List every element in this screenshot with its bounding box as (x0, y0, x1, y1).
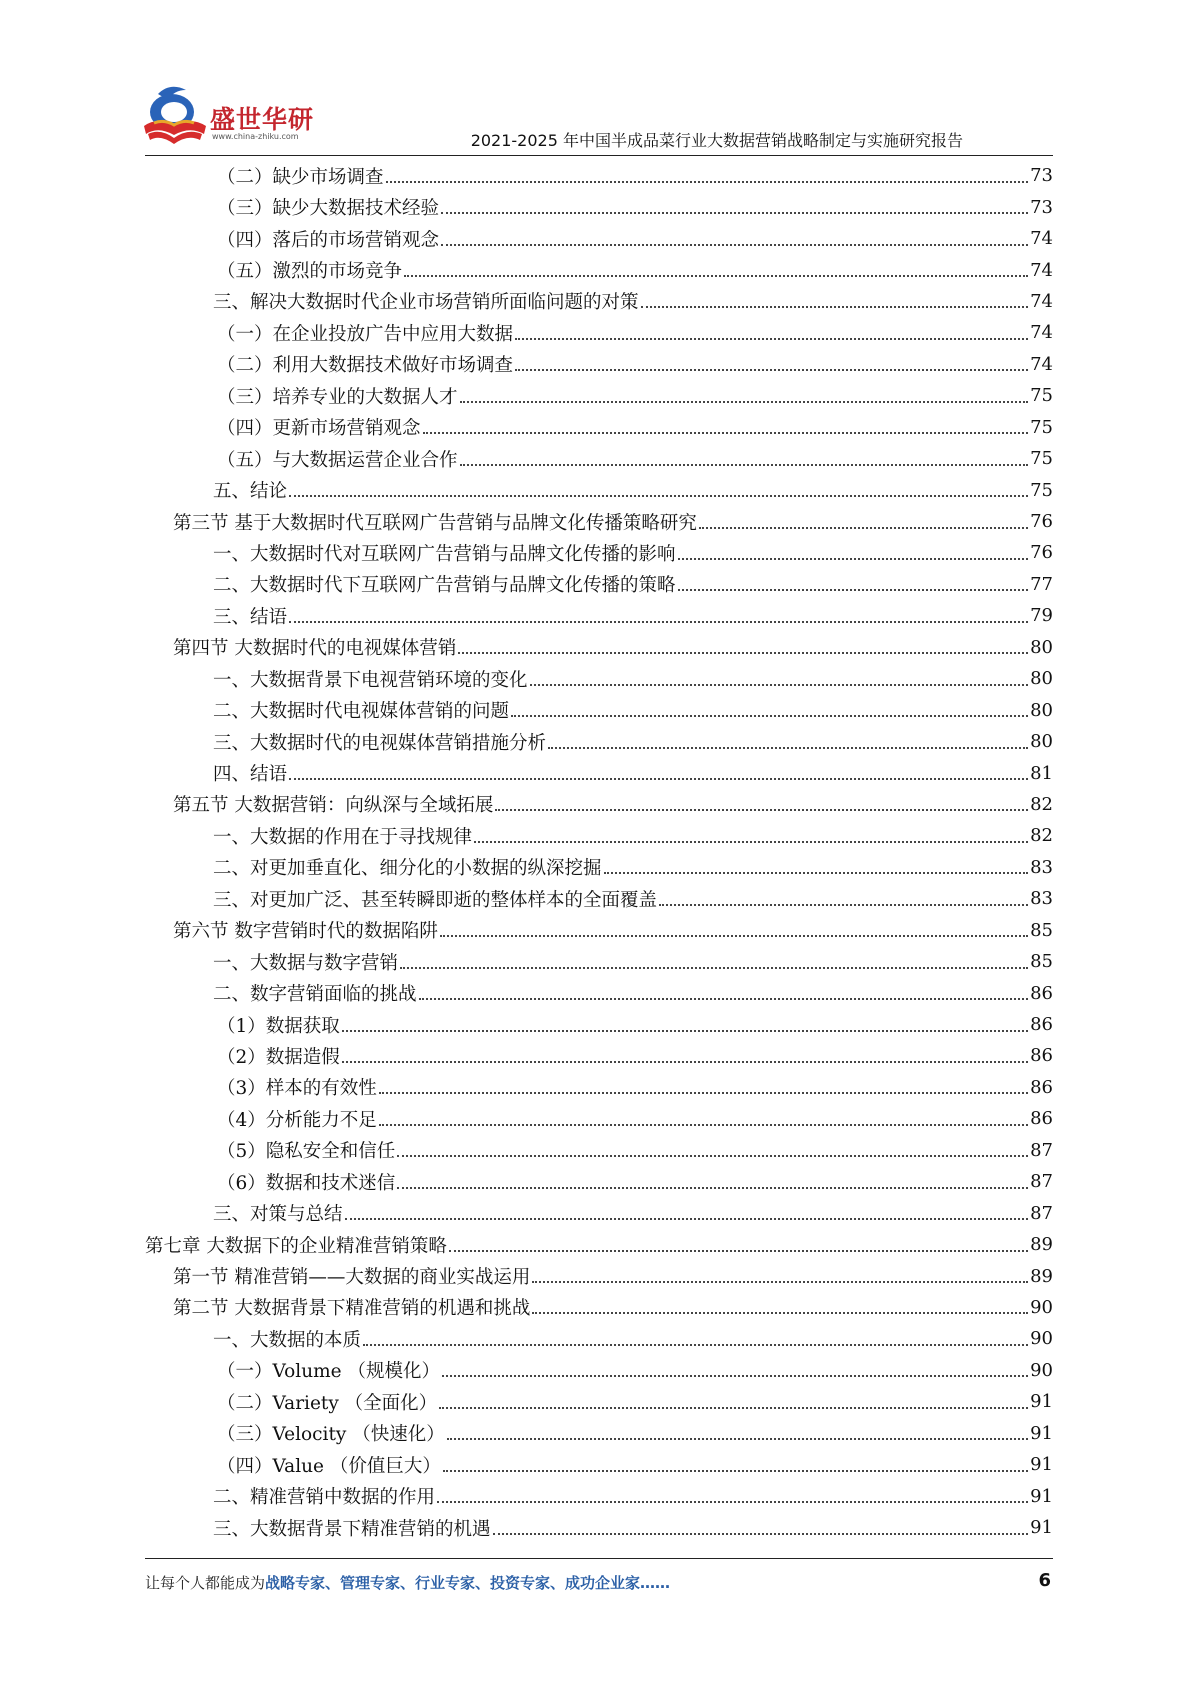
toc-entry-page: 86 (1030, 1045, 1053, 1067)
toc-entry-label: 一、大数据与数字营销 (213, 952, 399, 974)
toc-entry-page: 91 (1030, 1391, 1053, 1413)
toc-entry-label: 二、对更加垂直化、细分化的小数据的纵深挖掘 (213, 858, 602, 880)
toc-entry[interactable] (145, 1229, 1053, 1260)
toc-entry[interactable] (145, 1323, 1053, 1354)
toc-entry[interactable] (145, 349, 1053, 380)
toc-entry-label: （一）Volume （规模化） (217, 1361, 441, 1383)
toc-dot-leader (397, 1155, 1028, 1157)
toc-entry-label: 三、对策与总结 (213, 1204, 343, 1226)
toc-dot-leader (515, 338, 1028, 340)
toc-entry[interactable] (145, 537, 1053, 568)
toc-entry-label: （四）更新市场营销观念 (217, 418, 421, 440)
toc-entry[interactable] (145, 506, 1053, 537)
toc-entry-label: （四）落后的市场营销观念 (217, 229, 440, 251)
toc-entry-label: 二、大数据时代下互联网广告营销与品牌文化传播的策略 (213, 575, 676, 597)
toc-entry[interactable] (145, 1166, 1053, 1197)
book-swirl-logo-icon (140, 82, 212, 148)
toc-entry-page: 76 (1030, 542, 1053, 564)
toc-entry-label: 第四节 大数据时代的电视媒体营销 (173, 638, 457, 660)
toc-dot-leader (400, 967, 1028, 969)
toc-entry-label: 第五节 大数据营销：向纵深与全域拓展 (173, 795, 494, 817)
toc-dot-leader (474, 841, 1028, 843)
toc-entry-page: 86 (1030, 1014, 1053, 1036)
toc-entry-page: 86 (1030, 982, 1053, 1004)
toc-entry-label: 一、大数据时代对互联网广告营销与品牌文化传播的影响 (213, 543, 676, 565)
footer-slogan (145, 1572, 670, 1593)
toc-dot-leader (532, 1312, 1028, 1314)
toc-entry[interactable] (145, 1355, 1053, 1386)
toc-entry-label: 第六节 数字营销时代的数据陷阱 (173, 921, 438, 943)
toc-entry-label: 第一节 精准营销——大数据的商业实战运用 (173, 1267, 531, 1289)
toc-dot-leader (439, 1407, 1028, 1409)
toc-dot-leader (379, 1124, 1028, 1126)
toc-entry-label: 三、结语 (213, 606, 288, 628)
toc-entry[interactable] (145, 1103, 1053, 1134)
toc-entry-page: 75 (1030, 479, 1053, 501)
toc-dot-leader (386, 181, 1029, 183)
table-of-contents (145, 160, 1053, 1543)
toc-entry[interactable] (145, 160, 1053, 191)
toc-entry-page: 79 (1030, 605, 1053, 627)
toc-dot-leader (659, 904, 1028, 906)
toc-entry-page: 73 (1030, 165, 1053, 187)
toc-entry-page: 75 (1030, 448, 1053, 470)
company-logo (140, 82, 320, 148)
toc-entry[interactable] (145, 317, 1053, 348)
toc-entry-page: 87 (1030, 1202, 1053, 1224)
toc-entry[interactable] (145, 789, 1053, 820)
toc-entry-page: 82 (1030, 825, 1053, 847)
toc-dot-leader (289, 621, 1028, 623)
toc-entry-page: 73 (1030, 196, 1053, 218)
logo-url: www.china-zhiku.com (212, 132, 299, 141)
toc-entry[interactable] (145, 663, 1053, 694)
toc-entry[interactable] (145, 1449, 1053, 1480)
toc-entry-label: 二、大数据时代电视媒体营销的问题 (213, 701, 510, 723)
toc-entry[interactable] (145, 1418, 1053, 1449)
toc-entry-page: 74 (1030, 353, 1053, 375)
toc-entry-page: 90 (1030, 1359, 1053, 1381)
toc-entry-label: （二）利用大数据技术做好市场调查 (217, 355, 514, 377)
toc-entry-label: 五、结论 (213, 481, 288, 503)
toc-dot-leader (423, 432, 1029, 434)
toc-entry-page: 85 (1030, 919, 1053, 941)
toc-entry[interactable] (145, 757, 1053, 788)
toc-dot-leader (449, 1250, 1028, 1252)
toc-entry[interactable] (145, 883, 1053, 914)
toc-entry-page: 91 (1030, 1422, 1053, 1444)
toc-entry-page: 86 (1030, 1076, 1053, 1098)
footer-divider (145, 1558, 1053, 1559)
toc-entry-page: 89 (1030, 1265, 1053, 1287)
toc-entry-page: 75 (1030, 385, 1053, 407)
toc-dot-leader (397, 1187, 1028, 1189)
toc-dot-leader (699, 527, 1028, 529)
toc-entry-label: 第二节 大数据背景下精准营销的机遇和挑战 (173, 1298, 531, 1320)
toc-dot-leader (458, 652, 1028, 654)
toc-entry-label: 三、解决大数据时代企业市场营销所面临问题的对策 (213, 292, 639, 314)
toc-entry[interactable] (145, 412, 1053, 443)
toc-dot-leader (493, 1533, 1029, 1535)
toc-entry-label: （三）培养专业的大数据人才 (217, 386, 458, 408)
toc-entry-page: 74 (1030, 322, 1053, 344)
toc-dot-leader (404, 275, 1028, 277)
toc-entry-page: 85 (1030, 951, 1053, 973)
toc-entry-page: 76 (1030, 511, 1053, 533)
toc-entry-label: （2）数据造假 (217, 1046, 340, 1068)
toc-entry-label: 三、对更加广泛、甚至转瞬即逝的整体样本的全面覆盖 (213, 889, 658, 911)
toc-entry-page: 90 (1030, 1296, 1053, 1318)
toc-entry-label: 第三节 基于大数据时代互联网广告营销与品牌文化传播策略研究 (173, 512, 697, 534)
toc-entry-label: （三）Velocity （快速化） (217, 1424, 445, 1446)
toc-entry-label: （三）缺少大数据技术经验 (217, 198, 440, 220)
toc-entry[interactable] (145, 223, 1053, 254)
logo-name: 盛世华研 (210, 105, 315, 134)
toc-entry-page: 83 (1030, 856, 1053, 878)
toc-dot-leader (511, 715, 1028, 717)
toc-entry[interactable] (145, 569, 1053, 600)
toc-dot-leader (363, 1344, 1028, 1346)
report-title: 2021-2025 年中国半成品菜行业大数据营销战略制定与实施研究报告 (470, 131, 963, 150)
toc-dot-leader (289, 778, 1028, 780)
toc-entry-label: 三、大数据背景下精准营销的机遇 (213, 1518, 491, 1540)
toc-entry-page: 91 (1030, 1485, 1053, 1507)
toc-entry-label: 二、数字营销面临的挑战 (213, 984, 417, 1006)
toc-entry[interactable] (145, 1197, 1053, 1228)
footer-slogan-emphasis: 战略专家、管理专家、行业专家、投资专家、成功企业家…… (265, 1574, 671, 1592)
toc-entry[interactable] (145, 1009, 1053, 1040)
toc-entry-label: 一、大数据的本质 (213, 1329, 362, 1351)
toc-dot-leader (342, 1061, 1028, 1063)
toc-entry[interactable] (145, 286, 1053, 317)
toc-entry[interactable] (145, 632, 1053, 663)
toc-entry[interactable] (145, 254, 1053, 285)
toc-entry-page: 87 (1030, 1171, 1053, 1193)
toc-entry[interactable] (145, 1512, 1053, 1543)
header-divider (145, 155, 1053, 156)
toc-entry-label: （一）在企业投放广告中应用大数据 (217, 323, 514, 345)
toc-entry-label: 一、大数据背景下电视营销环境的变化 (213, 669, 528, 691)
toc-entry[interactable] (145, 1040, 1053, 1071)
toc-entry-page: 80 (1030, 731, 1053, 753)
toc-entry[interactable] (145, 852, 1053, 883)
toc-dot-leader (441, 212, 1028, 214)
toc-entry[interactable] (145, 820, 1053, 851)
toc-entry[interactable] (145, 694, 1053, 725)
toc-dot-leader (440, 935, 1028, 937)
page-header (0, 0, 1191, 160)
toc-entry-label: （1）数据获取 (217, 1015, 340, 1037)
toc-entry[interactable] (145, 946, 1053, 977)
toc-entry[interactable] (145, 915, 1053, 946)
toc-entry-page: 75 (1030, 416, 1053, 438)
toc-dot-leader (379, 1092, 1028, 1094)
toc-entry-page: 86 (1030, 1108, 1053, 1130)
toc-entry[interactable] (145, 600, 1053, 631)
toc-entry-label: 二、精准营销中数据的作用 (213, 1487, 436, 1509)
toc-entry-page: 74 (1030, 228, 1053, 250)
toc-entry[interactable] (145, 191, 1053, 222)
page-number: 6 (1038, 1570, 1051, 1591)
toc-dot-leader (460, 401, 1029, 403)
toc-entry-page: 80 (1030, 699, 1053, 721)
toc-dot-leader (419, 998, 1029, 1000)
toc-dot-leader (532, 1281, 1028, 1283)
toc-entry-label: 一、大数据的作用在于寻找规律 (213, 826, 473, 848)
toc-entry[interactable] (145, 1260, 1053, 1291)
toc-dot-leader (530, 684, 1029, 686)
toc-dot-leader (460, 464, 1029, 466)
toc-entry-page: 74 (1030, 290, 1053, 312)
footer-slogan-lead: 让每个人都能成为 (145, 1574, 266, 1592)
toc-entry[interactable] (145, 380, 1053, 411)
toc-entry-page: 80 (1030, 668, 1053, 690)
toc-entry-page: 82 (1030, 793, 1053, 815)
toc-entry[interactable] (145, 726, 1053, 757)
toc-entry-page: 89 (1030, 1234, 1053, 1256)
toc-entry-page: 74 (1030, 259, 1053, 281)
toc-dot-leader (515, 369, 1028, 371)
toc-entry-page: 90 (1030, 1328, 1053, 1350)
toc-dot-leader (604, 872, 1029, 874)
toc-dot-leader (443, 1470, 1028, 1472)
toc-dot-leader (678, 558, 1029, 560)
toc-entry-page: 80 (1030, 636, 1053, 658)
toc-entry-label: （五）激烈的市场竞争 (217, 261, 403, 283)
toc-entry-label: （6）数据和技术迷信 (217, 1172, 396, 1194)
toc-entry[interactable] (145, 1072, 1053, 1103)
toc-entry-label: （3）样本的有效性 (217, 1078, 377, 1100)
toc-entry-page: 83 (1030, 888, 1053, 910)
toc-entry-label: （二）Variety （全面化） (217, 1392, 438, 1414)
toc-dot-leader (548, 747, 1028, 749)
toc-dot-leader (437, 1501, 1028, 1503)
toc-entry[interactable] (145, 443, 1053, 474)
toc-entry-label: （五）与大数据运营企业合作 (217, 449, 458, 471)
toc-dot-leader (345, 1218, 1029, 1220)
toc-dot-leader (447, 1438, 1028, 1440)
toc-dot-leader (495, 809, 1028, 811)
toc-dot-leader (289, 495, 1028, 497)
toc-entry[interactable] (145, 1292, 1053, 1323)
toc-entry-label: （5）隐私安全和信任 (217, 1141, 396, 1163)
toc-entry-label: （4）分析能力不足 (217, 1109, 377, 1131)
toc-dot-leader (342, 1030, 1028, 1032)
toc-dot-leader (442, 1375, 1028, 1377)
toc-entry[interactable] (145, 977, 1053, 1008)
toc-dot-leader (678, 589, 1029, 591)
toc-entry-label: （四）Value （价值巨大） (217, 1455, 441, 1477)
toc-entry-page: 91 (1030, 1454, 1053, 1476)
toc-dot-leader (641, 306, 1029, 308)
toc-entry-label: 第七章 大数据下的企业精准营销策略 (145, 1235, 447, 1257)
toc-dot-leader (441, 244, 1028, 246)
toc-entry[interactable] (145, 474, 1053, 505)
toc-entry-page: 87 (1030, 1139, 1053, 1161)
toc-entry[interactable] (145, 1386, 1053, 1417)
toc-entry-page: 91 (1030, 1517, 1053, 1539)
toc-entry[interactable] (145, 1135, 1053, 1166)
toc-entry-page: 81 (1030, 762, 1053, 784)
toc-entry[interactable] (145, 1480, 1053, 1511)
toc-entry-label: 四、结语 (213, 764, 288, 786)
toc-entry-page: 77 (1030, 573, 1053, 595)
toc-entry-label: （二）缺少市场调查 (217, 166, 384, 188)
toc-entry-label: 三、大数据时代的电视媒体营销措施分析 (213, 732, 547, 754)
